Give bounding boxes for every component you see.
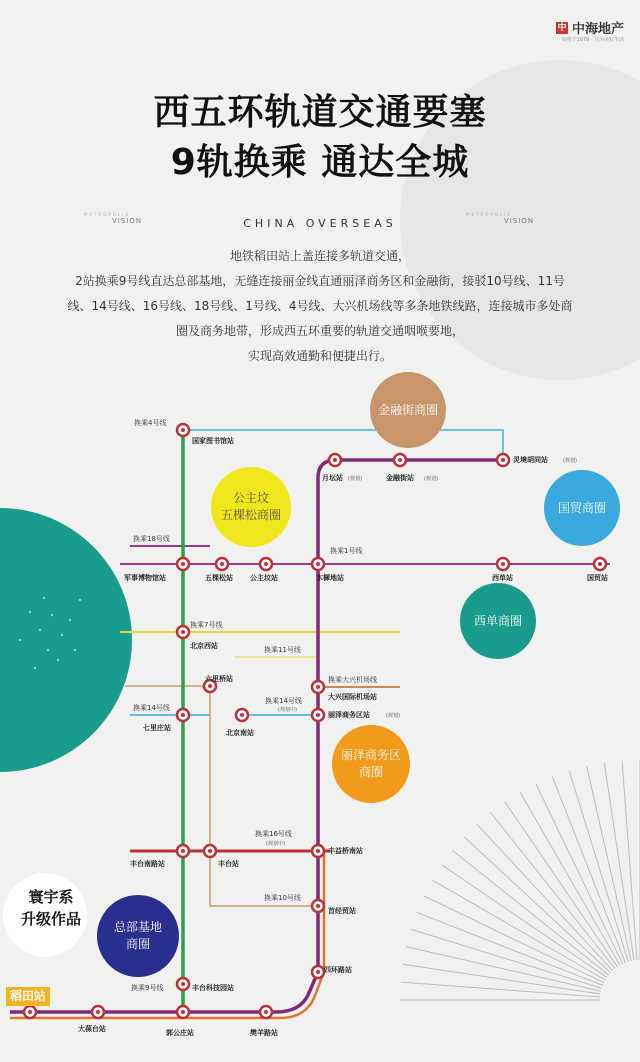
- station-marker-guojia: [177, 424, 189, 436]
- badge-line-2: 升级作品: [20, 910, 81, 928]
- station-marker-guogongzhuang: [177, 1006, 189, 1018]
- station-marker-fanyang: [260, 1006, 272, 1018]
- circle-xidan-label: 西单商圈: [473, 613, 522, 628]
- transfer-l14a: 换乘14号线: [133, 704, 170, 712]
- station-marker-lingjing: [497, 454, 509, 466]
- station-wukesong: 五棵松站: [205, 574, 233, 582]
- circle-lize-label: 丽泽商务区 商圈: [340, 748, 401, 779]
- plan-l16: (规划中): [266, 841, 285, 847]
- upgrade-badge: [16, 886, 86, 930]
- station-marker-fengtainanlu: [177, 845, 189, 857]
- origin-station-label: 稻田站: [6, 987, 50, 1006]
- title-line-1: 西五环轨道交通要塞: [153, 92, 487, 133]
- station-fengtainanlu: 丰台南路站: [130, 860, 165, 868]
- station-sihuanlu: 四环路站: [324, 966, 352, 974]
- logo-mark-icon: 中: [557, 22, 567, 33]
- transfer-airport: 换乘大兴机场线: [328, 676, 377, 684]
- station-marker-beijingnan: [236, 709, 248, 721]
- station-marker-muxidi: [312, 558, 324, 570]
- station-marker-gongzhufen: [260, 558, 272, 570]
- circle-finance: [370, 372, 446, 448]
- intro-line-2: 2站换乘9号线直达总部基地，无缝连接丽金线直通丽泽商务区和金融街，接驳10号线、11号: [75, 274, 565, 288]
- intro-line-3: 线、14号线、16号线、18号线、1号线、4号线、大兴机场线等多条地铁线路，连接城市多处商: [67, 299, 573, 313]
- station-marker-sihuanlu: [312, 966, 324, 978]
- brand-text: CHINA OVERSEAS: [243, 217, 397, 230]
- plan-l14b: (规划中): [278, 707, 297, 713]
- logo-name: 中海地产: [571, 22, 624, 37]
- station-liulijiao: 六里桥站: [205, 675, 233, 683]
- circle-finance-label: 金融街商圈: [377, 402, 438, 417]
- circle-gongzhufen: [211, 467, 291, 547]
- circle-lize: [332, 725, 410, 803]
- transfer-l4: 换乘4号线: [134, 419, 167, 427]
- title-line-2: 9轨换乘 通达全城: [170, 142, 470, 183]
- plan-jinrongjie: (规划): [424, 476, 438, 482]
- circle-gongzhufen-label: 公主坟 五棵松商圈: [220, 491, 281, 522]
- station-guomao: 国贸站: [587, 574, 608, 582]
- circle-xidan: [460, 583, 536, 659]
- transfer-l10: 换乘10号线: [264, 894, 301, 902]
- line-4-path: [183, 430, 503, 460]
- station-marker-guomao: [594, 558, 606, 570]
- line-10-path: [125, 686, 318, 906]
- station-beijingnan: 北京南站: [226, 729, 254, 737]
- transfer-l7: 换乘7号线: [190, 621, 223, 629]
- plan-lingjing: (规划): [563, 458, 577, 464]
- logo-slogan: 始创于1979 · 只为美好生活: [561, 37, 624, 43]
- station-muxidi: 木樨地站: [316, 574, 344, 582]
- station-guogongzhuang: 郭公庄站: [166, 1029, 194, 1037]
- station-fengtaikeji: 丰台科技园站: [192, 984, 234, 992]
- station-marker-daotian: [24, 1006, 36, 1018]
- station-fanyang: 樊羊路站: [250, 1029, 278, 1037]
- circle-guomao: [544, 470, 620, 546]
- station-marker-fengyiqiaonan: [312, 845, 324, 857]
- vision-right-word: VISION: [504, 217, 535, 225]
- station-marker-wukesong: [216, 558, 228, 570]
- station-gongzhufen: 公主坟站: [250, 574, 278, 582]
- transfer-l9: 换乘9号线: [131, 984, 164, 992]
- station-guojia: 国家图书馆站: [192, 437, 234, 445]
- vision-right-top: METROPOLIS: [466, 212, 512, 217]
- station-lingjing: 灵境胡同站: [513, 456, 548, 464]
- station-marker-yuetan: [329, 454, 341, 466]
- station-marker-qilizhuang: [177, 709, 189, 721]
- transfer-l18: 换乘18号线: [133, 535, 170, 543]
- transfer-l14b: 换乘14号线: [265, 697, 302, 705]
- station-dabaotai: 大葆台站: [78, 1025, 106, 1033]
- vision-left-word: VISION: [112, 217, 143, 225]
- station-yuetan: 月坛站: [322, 474, 343, 482]
- station-xidan: 西单站: [492, 574, 513, 582]
- plan-lize: (规划): [386, 713, 400, 719]
- transfer-l11: 换乘11号线: [264, 646, 301, 654]
- station-marker-dabaotai: [92, 1006, 104, 1018]
- circle-hq-label: 总部基地 商圈: [113, 920, 162, 951]
- station-daxing: 大兴国际机场站: [328, 693, 377, 701]
- station-fengyiqiaonan: 丰益桥南站: [328, 847, 363, 855]
- station-beijingxi: 北京西站: [190, 642, 218, 650]
- station-junshi: 军事博物馆站: [124, 574, 166, 582]
- station-qilizhuang: 七里庄站: [143, 724, 171, 732]
- badge-line-1: 寰宇系: [28, 888, 74, 906]
- intro-line-4: 圈及商务地带，形成西五环重要的轨道交通咽喉要地，: [175, 324, 464, 338]
- station-jinrongjie: 金融街站: [386, 474, 414, 482]
- station-marker-daxing: [312, 681, 324, 693]
- station-marker-beijingxi: [177, 626, 189, 638]
- plan-yuetan: (规划): [348, 476, 362, 482]
- intro-line-5: 实现高效通勤和便捷出行。: [247, 349, 392, 363]
- circle-hq: [97, 895, 179, 977]
- station-marker-junshi: [177, 558, 189, 570]
- station-marker-fengtai: [204, 845, 216, 857]
- station-marker-xidan: [497, 558, 509, 570]
- intro-line-1: 地铁稻田站上盖连接多轨道交通，: [229, 249, 410, 263]
- transfer-l1: 换乘1号线: [330, 547, 363, 555]
- station-marker-shoujingmao: [312, 900, 324, 912]
- circle-guomao-label: 国贸商圈: [557, 500, 606, 515]
- station-shoujingmao: 首经贸站: [328, 907, 356, 915]
- vision-left-top: METROPOLIS: [84, 212, 130, 217]
- station-lize: 丽泽商务区站: [328, 711, 370, 719]
- transfer-l16: 换乘16号线: [255, 830, 292, 838]
- station-marker-jinrongjie: [394, 454, 406, 466]
- station-marker-lize: [312, 709, 324, 721]
- station-fengtai: 丰台站: [218, 860, 239, 868]
- station-marker-fengtaikeji: [177, 978, 189, 990]
